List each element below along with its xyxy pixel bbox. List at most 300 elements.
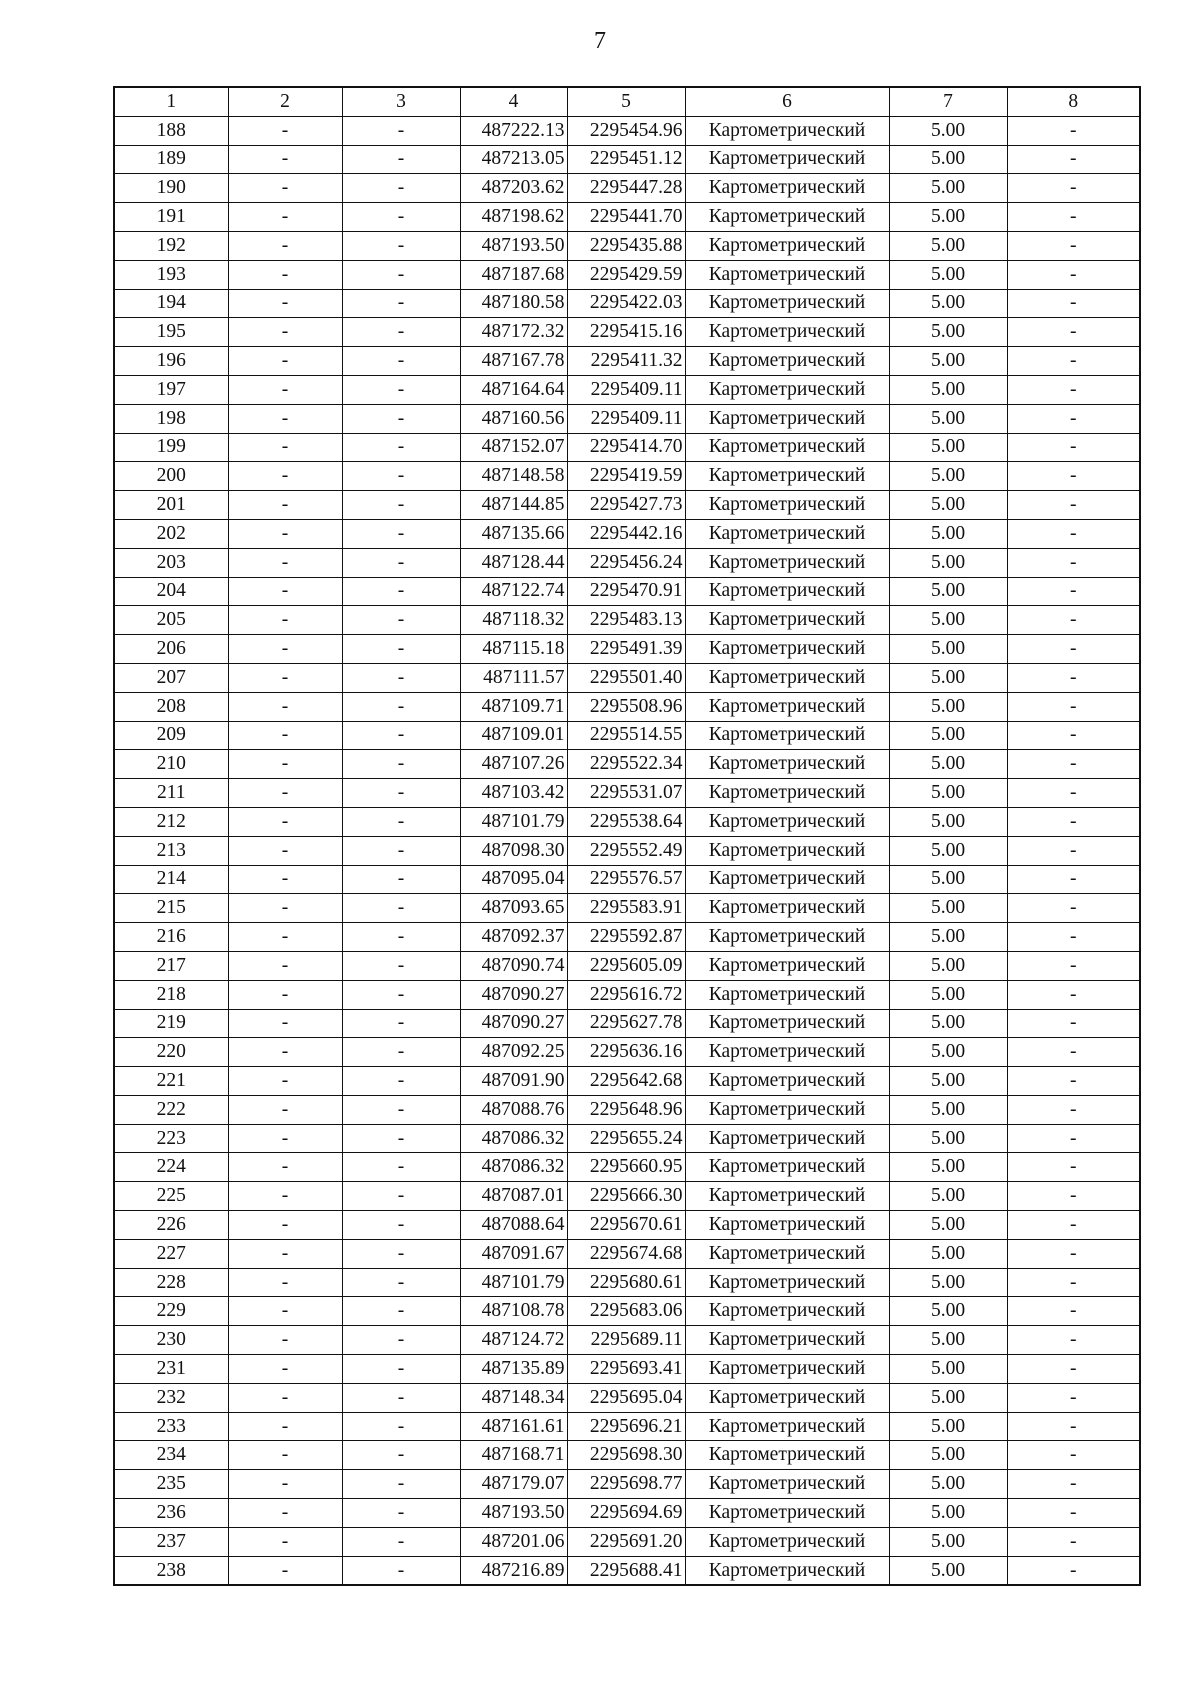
col8-cell: - [1007, 1095, 1140, 1124]
table-row [114, 203, 1140, 232]
col2-cell: - [228, 231, 342, 260]
x-coordinate-cell: 487086.32 [460, 1124, 567, 1153]
y-coordinate-cell: 2295483.13 [567, 606, 685, 635]
method-cell: Картометрический [685, 1441, 889, 1470]
accuracy-cell: 5.00 [889, 663, 1007, 692]
table-row [114, 1124, 1140, 1153]
col3-cell: - [342, 116, 460, 145]
x-coordinate-cell: 487198.62 [460, 203, 567, 232]
method-cell: Картометрический [685, 779, 889, 808]
column-header: 1 [114, 87, 228, 116]
method-cell: Картометрический [685, 951, 889, 980]
y-coordinate-cell: 2295441.70 [567, 203, 685, 232]
x-coordinate-cell: 487187.68 [460, 260, 567, 289]
method-cell: Картометрический [685, 145, 889, 174]
y-coordinate-cell: 2295491.39 [567, 635, 685, 664]
col3-cell: - [342, 1499, 460, 1528]
x-coordinate-cell: 487193.50 [460, 231, 567, 260]
col8-cell: - [1007, 663, 1140, 692]
col8-cell: - [1007, 836, 1140, 865]
col8-cell: - [1007, 1383, 1140, 1412]
method-cell: Картометрический [685, 260, 889, 289]
col8-cell: - [1007, 519, 1140, 548]
col2-cell: - [228, 1153, 342, 1182]
accuracy-cell: 5.00 [889, 519, 1007, 548]
accuracy-cell: 5.00 [889, 606, 1007, 635]
col8-cell: - [1007, 318, 1140, 347]
x-coordinate-cell: 487160.56 [460, 404, 567, 433]
x-coordinate-cell: 487108.78 [460, 1297, 567, 1326]
col8-cell: - [1007, 462, 1140, 491]
col2-cell: - [228, 894, 342, 923]
accuracy-cell: 5.00 [889, 491, 1007, 520]
col2-cell: - [228, 1268, 342, 1297]
x-coordinate-cell: 487222.13 [460, 116, 567, 145]
y-coordinate-cell: 2295616.72 [567, 980, 685, 1009]
y-coordinate-cell: 2295655.24 [567, 1124, 685, 1153]
col8-cell: - [1007, 750, 1140, 779]
accuracy-cell: 5.00 [889, 375, 1007, 404]
table-row [114, 1009, 1140, 1038]
method-cell: Картометрический [685, 1211, 889, 1240]
y-coordinate-cell: 2295442.16 [567, 519, 685, 548]
y-coordinate-cell: 2295427.73 [567, 491, 685, 520]
col8-cell: - [1007, 174, 1140, 203]
accuracy-cell: 5.00 [889, 318, 1007, 347]
y-coordinate-cell: 2295422.03 [567, 289, 685, 318]
col2-cell: - [228, 347, 342, 376]
y-coordinate-cell: 2295409.11 [567, 404, 685, 433]
y-coordinate-cell: 2295414.70 [567, 433, 685, 462]
y-coordinate-cell: 2295435.88 [567, 231, 685, 260]
col3-cell: - [342, 1383, 460, 1412]
method-cell: Картометрический [685, 347, 889, 376]
method-cell: Картометрический [685, 836, 889, 865]
col3-cell: - [342, 1470, 460, 1499]
accuracy-cell: 5.00 [889, 260, 1007, 289]
col2-cell: - [228, 1499, 342, 1528]
y-coordinate-cell: 2295636.16 [567, 1038, 685, 1067]
col3-cell: - [342, 663, 460, 692]
accuracy-cell: 5.00 [889, 289, 1007, 318]
point-number-cell: 234 [114, 1441, 228, 1470]
col2-cell: - [228, 1095, 342, 1124]
col2-cell: - [228, 1124, 342, 1153]
col2-cell: - [228, 663, 342, 692]
x-coordinate-cell: 487180.58 [460, 289, 567, 318]
col2-cell: - [228, 1182, 342, 1211]
point-number-cell: 236 [114, 1499, 228, 1528]
col8-cell: - [1007, 491, 1140, 520]
col8-cell: - [1007, 1297, 1140, 1326]
col2-cell: - [228, 1527, 342, 1556]
table-row [114, 519, 1140, 548]
column-header: 4 [460, 87, 567, 116]
col3-cell: - [342, 347, 460, 376]
table-row [114, 1268, 1140, 1297]
accuracy-cell: 5.00 [889, 433, 1007, 462]
x-coordinate-cell: 487115.18 [460, 635, 567, 664]
col2-cell: - [228, 1067, 342, 1096]
table-row [114, 491, 1140, 520]
method-cell: Картометрический [685, 318, 889, 347]
y-coordinate-cell: 2295695.04 [567, 1383, 685, 1412]
table-row [114, 1211, 1140, 1240]
x-coordinate-cell: 487101.79 [460, 807, 567, 836]
table-row [114, 1239, 1140, 1268]
col8-cell: - [1007, 347, 1140, 376]
col2-cell: - [228, 462, 342, 491]
col3-cell: - [342, 1441, 460, 1470]
col3-cell: - [342, 1239, 460, 1268]
point-number-cell: 212 [114, 807, 228, 836]
x-coordinate-cell: 487124.72 [460, 1326, 567, 1355]
y-coordinate-cell: 2295501.40 [567, 663, 685, 692]
accuracy-cell: 5.00 [889, 1211, 1007, 1240]
method-cell: Картометрический [685, 1527, 889, 1556]
col2-cell: - [228, 318, 342, 347]
method-cell: Картометрический [685, 750, 889, 779]
y-coordinate-cell: 2295454.96 [567, 116, 685, 145]
col2-cell: - [228, 1297, 342, 1326]
col3-cell: - [342, 174, 460, 203]
y-coordinate-cell: 2295698.77 [567, 1470, 685, 1499]
point-number-cell: 206 [114, 635, 228, 664]
col2-cell: - [228, 1412, 342, 1441]
x-coordinate-cell: 487107.26 [460, 750, 567, 779]
x-coordinate-cell: 487164.64 [460, 375, 567, 404]
point-number-cell: 238 [114, 1556, 228, 1585]
point-number-cell: 226 [114, 1211, 228, 1240]
y-coordinate-cell: 2295693.41 [567, 1355, 685, 1384]
accuracy-cell: 5.00 [889, 1124, 1007, 1153]
accuracy-cell: 5.00 [889, 1268, 1007, 1297]
col2-cell: - [228, 692, 342, 721]
col8-cell: - [1007, 894, 1140, 923]
col3-cell: - [342, 231, 460, 260]
y-coordinate-cell: 2295409.11 [567, 375, 685, 404]
y-coordinate-cell: 2295670.61 [567, 1211, 685, 1240]
col2-cell: - [228, 750, 342, 779]
accuracy-cell: 5.00 [889, 1095, 1007, 1124]
col2-cell: - [228, 145, 342, 174]
column-header: 8 [1007, 87, 1140, 116]
method-cell: Картометрический [685, 1355, 889, 1384]
col8-cell: - [1007, 692, 1140, 721]
point-number-cell: 230 [114, 1326, 228, 1355]
method-cell: Картометрический [685, 519, 889, 548]
x-coordinate-cell: 487118.32 [460, 606, 567, 635]
accuracy-cell: 5.00 [889, 1067, 1007, 1096]
col3-cell: - [342, 491, 460, 520]
method-cell: Картометрический [685, 174, 889, 203]
y-coordinate-cell: 2295698.30 [567, 1441, 685, 1470]
y-coordinate-cell: 2295538.64 [567, 807, 685, 836]
y-coordinate-cell: 2295531.07 [567, 779, 685, 808]
point-number-cell: 222 [114, 1095, 228, 1124]
method-cell: Картометрический [685, 1095, 889, 1124]
accuracy-cell: 5.00 [889, 1355, 1007, 1384]
col3-cell: - [342, 260, 460, 289]
accuracy-cell: 5.00 [889, 1412, 1007, 1441]
y-coordinate-cell: 2295451.12 [567, 145, 685, 174]
col2-cell: - [228, 635, 342, 664]
col3-cell: - [342, 1153, 460, 1182]
accuracy-cell: 5.00 [889, 692, 1007, 721]
y-coordinate-cell: 2295688.41 [567, 1556, 685, 1585]
point-number-cell: 214 [114, 865, 228, 894]
accuracy-cell: 5.00 [889, 1499, 1007, 1528]
point-number-cell: 221 [114, 1067, 228, 1096]
method-cell: Картометрический [685, 433, 889, 462]
x-coordinate-cell: 487152.07 [460, 433, 567, 462]
accuracy-cell: 5.00 [889, 807, 1007, 836]
col2-cell: - [228, 1470, 342, 1499]
col8-cell: - [1007, 1441, 1140, 1470]
col3-cell: - [342, 1297, 460, 1326]
x-coordinate-cell: 487109.01 [460, 721, 567, 750]
accuracy-cell: 5.00 [889, 1470, 1007, 1499]
point-number-cell: 193 [114, 260, 228, 289]
point-number-cell: 225 [114, 1182, 228, 1211]
col8-cell: - [1007, 260, 1140, 289]
table-row [114, 663, 1140, 692]
header-row [114, 87, 1140, 116]
table-row [114, 980, 1140, 1009]
table-row [114, 116, 1140, 145]
col8-cell: - [1007, 433, 1140, 462]
point-number-cell: 205 [114, 606, 228, 635]
col3-cell: - [342, 1355, 460, 1384]
col2-cell: - [228, 1239, 342, 1268]
col3-cell: - [342, 750, 460, 779]
column-header: 3 [342, 87, 460, 116]
col8-cell: - [1007, 231, 1140, 260]
col8-cell: - [1007, 1355, 1140, 1384]
col8-cell: - [1007, 606, 1140, 635]
col3-cell: - [342, 1067, 460, 1096]
col3-cell: - [342, 519, 460, 548]
col2-cell: - [228, 779, 342, 808]
table-row [114, 1355, 1140, 1384]
table-row [114, 951, 1140, 980]
x-coordinate-cell: 487103.42 [460, 779, 567, 808]
accuracy-cell: 5.00 [889, 1383, 1007, 1412]
point-number-cell: 188 [114, 116, 228, 145]
col2-cell: - [228, 606, 342, 635]
method-cell: Картометрический [685, 606, 889, 635]
accuracy-cell: 5.00 [889, 116, 1007, 145]
x-coordinate-cell: 487216.89 [460, 1556, 567, 1585]
table-row [114, 174, 1140, 203]
column-header: 2 [228, 87, 342, 116]
y-coordinate-cell: 2295689.11 [567, 1326, 685, 1355]
table-row [114, 1095, 1140, 1124]
col2-cell: - [228, 1441, 342, 1470]
table-row [114, 577, 1140, 606]
accuracy-cell: 5.00 [889, 1441, 1007, 1470]
point-number-cell: 213 [114, 836, 228, 865]
accuracy-cell: 5.00 [889, 865, 1007, 894]
table-row [114, 462, 1140, 491]
x-coordinate-cell: 487092.37 [460, 923, 567, 952]
point-number-cell: 190 [114, 174, 228, 203]
col3-cell: - [342, 375, 460, 404]
table-row [114, 318, 1140, 347]
point-number-cell: 198 [114, 404, 228, 433]
col2-cell: - [228, 1009, 342, 1038]
point-number-cell: 208 [114, 692, 228, 721]
table-header [114, 87, 1140, 116]
point-number-cell: 191 [114, 203, 228, 232]
point-number-cell: 202 [114, 519, 228, 548]
method-cell: Картометрический [685, 1067, 889, 1096]
col8-cell: - [1007, 1211, 1140, 1240]
col8-cell: - [1007, 1499, 1140, 1528]
x-coordinate-cell: 487148.58 [460, 462, 567, 491]
point-number-cell: 210 [114, 750, 228, 779]
col2-cell: - [228, 116, 342, 145]
point-number-cell: 218 [114, 980, 228, 1009]
table-row [114, 1067, 1140, 1096]
col3-cell: - [342, 1527, 460, 1556]
x-coordinate-cell: 487172.32 [460, 318, 567, 347]
table-row [114, 1441, 1140, 1470]
method-cell: Картометрический [685, 548, 889, 577]
point-number-cell: 227 [114, 1239, 228, 1268]
y-coordinate-cell: 2295696.21 [567, 1412, 685, 1441]
col3-cell: - [342, 865, 460, 894]
point-number-cell: 196 [114, 347, 228, 376]
table-row [114, 1527, 1140, 1556]
col3-cell: - [342, 894, 460, 923]
col2-cell: - [228, 375, 342, 404]
accuracy-cell: 5.00 [889, 231, 1007, 260]
point-number-cell: 235 [114, 1470, 228, 1499]
x-coordinate-cell: 487090.74 [460, 951, 567, 980]
method-cell: Картометрический [685, 1182, 889, 1211]
x-coordinate-cell: 487193.50 [460, 1499, 567, 1528]
col3-cell: - [342, 1556, 460, 1585]
y-coordinate-cell: 2295429.59 [567, 260, 685, 289]
point-number-cell: 223 [114, 1124, 228, 1153]
point-number-cell: 219 [114, 1009, 228, 1038]
col3-cell: - [342, 1009, 460, 1038]
col8-cell: - [1007, 635, 1140, 664]
x-coordinate-cell: 487128.44 [460, 548, 567, 577]
col8-cell: - [1007, 980, 1140, 1009]
col3-cell: - [342, 635, 460, 664]
col3-cell: - [342, 1326, 460, 1355]
table-row [114, 894, 1140, 923]
accuracy-cell: 5.00 [889, 779, 1007, 808]
point-number-cell: 233 [114, 1412, 228, 1441]
table-row [114, 375, 1140, 404]
y-coordinate-cell: 2295508.96 [567, 692, 685, 721]
point-number-cell: 194 [114, 289, 228, 318]
table-row [114, 1297, 1140, 1326]
x-coordinate-cell: 487179.07 [460, 1470, 567, 1499]
col8-cell: - [1007, 1556, 1140, 1585]
column-header: 7 [889, 87, 1007, 116]
x-coordinate-cell: 487213.05 [460, 145, 567, 174]
table-row [114, 1383, 1140, 1412]
col2-cell: - [228, 548, 342, 577]
x-coordinate-cell: 487167.78 [460, 347, 567, 376]
x-coordinate-cell: 487090.27 [460, 980, 567, 1009]
y-coordinate-cell: 2295522.34 [567, 750, 685, 779]
point-number-cell: 231 [114, 1355, 228, 1384]
x-coordinate-cell: 487088.64 [460, 1211, 567, 1240]
method-cell: Картометрический [685, 116, 889, 145]
accuracy-cell: 5.00 [889, 577, 1007, 606]
point-number-cell: 215 [114, 894, 228, 923]
accuracy-cell: 5.00 [889, 1297, 1007, 1326]
point-number-cell: 200 [114, 462, 228, 491]
y-coordinate-cell: 2295666.30 [567, 1182, 685, 1211]
table-row [114, 750, 1140, 779]
method-cell: Картометрический [685, 1153, 889, 1182]
col2-cell: - [228, 577, 342, 606]
point-number-cell: 197 [114, 375, 228, 404]
col3-cell: - [342, 433, 460, 462]
x-coordinate-cell: 487161.61 [460, 1412, 567, 1441]
col3-cell: - [342, 721, 460, 750]
col3-cell: - [342, 807, 460, 836]
x-coordinate-cell: 487091.67 [460, 1239, 567, 1268]
col3-cell: - [342, 462, 460, 491]
table-row [114, 1412, 1140, 1441]
col2-cell: - [228, 203, 342, 232]
method-cell: Картометрический [685, 404, 889, 433]
col8-cell: - [1007, 404, 1140, 433]
x-coordinate-cell: 487088.76 [460, 1095, 567, 1124]
y-coordinate-cell: 2295642.68 [567, 1067, 685, 1096]
col3-cell: - [342, 692, 460, 721]
point-number-cell: 217 [114, 951, 228, 980]
table-row [114, 635, 1140, 664]
table-row [114, 1182, 1140, 1211]
y-coordinate-cell: 2295627.78 [567, 1009, 685, 1038]
col3-cell: - [342, 951, 460, 980]
point-number-cell: 216 [114, 923, 228, 952]
col3-cell: - [342, 145, 460, 174]
col3-cell: - [342, 548, 460, 577]
col2-cell: - [228, 289, 342, 318]
point-number-cell: 207 [114, 663, 228, 692]
y-coordinate-cell: 2295447.28 [567, 174, 685, 203]
table-row [114, 836, 1140, 865]
method-cell: Картометрический [685, 1038, 889, 1067]
col2-cell: - [228, 807, 342, 836]
point-number-cell: 211 [114, 779, 228, 808]
table-row [114, 865, 1140, 894]
col8-cell: - [1007, 807, 1140, 836]
table-row [114, 347, 1140, 376]
point-number-cell: 232 [114, 1383, 228, 1412]
col8-cell: - [1007, 1067, 1140, 1096]
accuracy-cell: 5.00 [889, 462, 1007, 491]
point-number-cell: 189 [114, 145, 228, 174]
x-coordinate-cell: 487087.01 [460, 1182, 567, 1211]
y-coordinate-cell: 2295605.09 [567, 951, 685, 980]
col8-cell: - [1007, 1124, 1140, 1153]
table-row [114, 606, 1140, 635]
col3-cell: - [342, 779, 460, 808]
method-cell: Картометрический [685, 1326, 889, 1355]
method-cell: Картометрический [685, 1297, 889, 1326]
x-coordinate-cell: 487093.65 [460, 894, 567, 923]
